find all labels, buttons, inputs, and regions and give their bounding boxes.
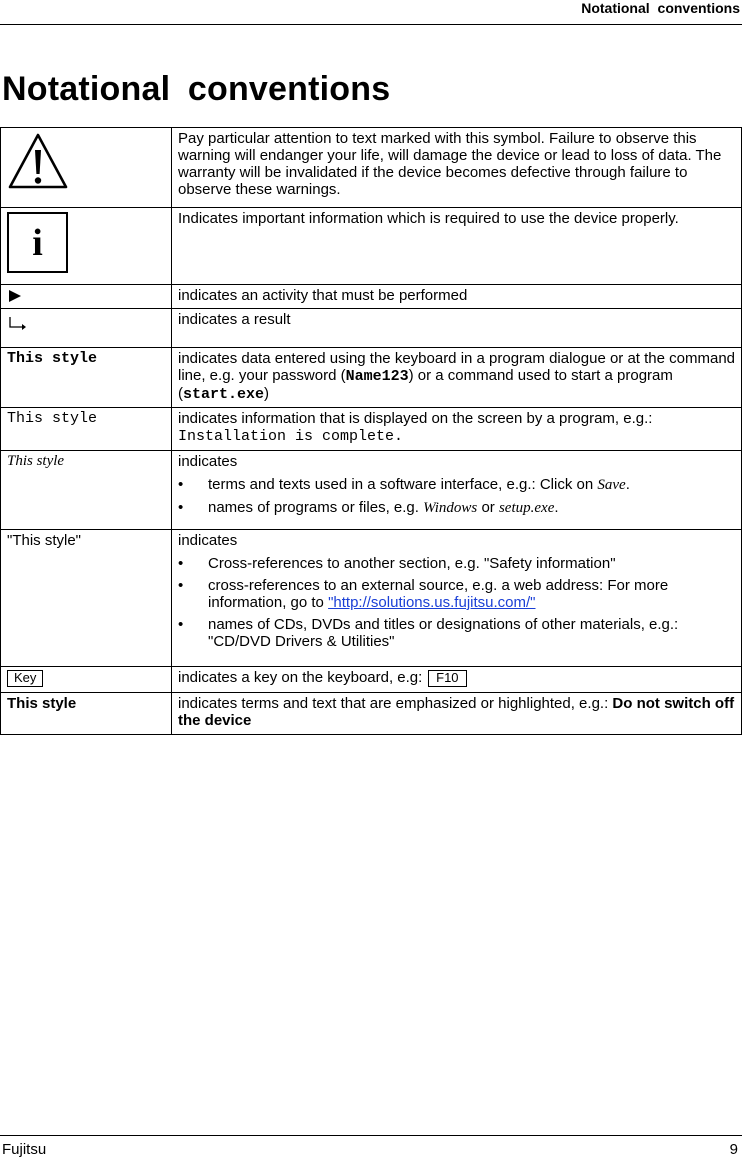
warning-triangle-icon — [7, 132, 69, 192]
software-terms-style-label: This style — [7, 453, 65, 469]
key-style-label: Key — [7, 670, 43, 687]
description-cell — [172, 128, 742, 208]
save-example: Save — [597, 477, 626, 493]
description-cell — [172, 408, 742, 451]
style-label-cell — [1, 451, 172, 530]
description-cell — [172, 348, 742, 408]
symbol-cell — [1, 128, 172, 208]
description-cell — [172, 451, 742, 530]
quoted-list — [178, 555, 739, 650]
footer-rule — [0, 1135, 742, 1136]
table-row — [1, 208, 742, 285]
page-number: 9 — [729, 1141, 738, 1158]
keyboard-entry-style-label: This style — [7, 350, 98, 367]
command-example: start.exe — [183, 386, 265, 403]
result-description: indicates a result — [178, 311, 291, 328]
list-item — [178, 499, 739, 517]
emphasis-example: Do not switch off the device — [178, 695, 735, 729]
symbol-cell — [1, 208, 172, 285]
conventions-table — [0, 127, 742, 735]
list-item-text: Cross-references to another section, e.g. "Safety information" — [208, 555, 616, 572]
screen-output-description — [178, 408, 739, 449]
screen-output-example: Installation is complete. — [178, 428, 404, 445]
style-label-cell — [1, 667, 172, 693]
table-row — [1, 693, 742, 735]
bullet: • — [178, 577, 184, 594]
fujitsu-solutions-link[interactable]: "http://solutions.us.fujitsu.com/" — [328, 594, 536, 611]
list-item — [178, 555, 739, 572]
table-row — [1, 285, 742, 309]
warning-description: Pay particular attention to text marked with this symbol. Failure to observe this warning will endanger your life, will damage the device or lead to loss of data. The warranty will be invalidated if the device becomes defective through failure to observe these warnings. — [178, 130, 722, 198]
setup-example: setup.exe — [498, 500, 555, 516]
screen-output-text: indicates information that is displayed on the screen by a program, e.g.: — [178, 410, 653, 427]
description-cell — [172, 285, 742, 309]
keyboard-entry-description — [178, 348, 739, 407]
description-cell — [172, 667, 742, 693]
bullet: • — [178, 616, 184, 633]
emphasis-text: indicates terms and text that are emphasized or highlighted, e.g.: — [178, 695, 613, 712]
description-cell — [172, 208, 742, 285]
table-row — [1, 451, 742, 530]
activity-description: indicates an activity that must be performed — [178, 287, 468, 304]
description-cell — [172, 309, 742, 348]
quoted-intro: indicates — [178, 532, 238, 549]
table-row — [1, 309, 742, 348]
key-text: indicates a key on the keyboard, e.g: — [178, 669, 423, 686]
result-arrow-icon — [8, 316, 28, 332]
list-item-end: . — [554, 499, 559, 516]
emphasis-description — [178, 693, 739, 733]
bullet: • — [178, 555, 184, 572]
keyboard-entry-text-2: ) or a command used to start a program ( — [178, 367, 673, 402]
list-item-text: names of CDs, DVDs and titles or designations of other materials, e.g.: "CD/DVD Drivers & Utilities" — [208, 616, 679, 650]
bullet: • — [178, 499, 184, 516]
list-item-text: terms and texts used in a software interface, e.g.: Click on — [208, 476, 598, 493]
table-row — [1, 348, 742, 408]
style-label-cell — [1, 408, 172, 451]
table-row — [1, 667, 742, 693]
quoted-style-label: "This style" — [7, 532, 81, 549]
password-example: Name123 — [345, 368, 409, 385]
software-terms-description — [178, 451, 739, 526]
page-title: Notational conventions — [2, 70, 391, 108]
list-item-or: or — [477, 499, 499, 516]
bullet: • — [178, 476, 184, 493]
f10-key-example: F10 — [428, 670, 467, 687]
keyboard-entry-text-1: indicates data entered using the keyboard in a program dialogue or at the command line, e.g. your password ( — [178, 350, 736, 384]
description-cell — [172, 693, 742, 735]
software-terms-list — [178, 476, 739, 517]
footer-brand: Fujitsu — [2, 1141, 47, 1158]
style-label-cell — [1, 530, 172, 667]
style-label-cell — [1, 693, 172, 735]
list-item-text: cross-references to an external source, e.g. a web address: For more information, go to — [208, 577, 669, 611]
screen-output-style-label: This style — [7, 410, 98, 427]
list-item-end: . — [625, 476, 630, 493]
symbol-cell — [1, 285, 172, 309]
key-description — [178, 667, 739, 691]
info-description: Indicates important information which is required to use the device properly. — [178, 210, 679, 227]
info-letter: i — [32, 221, 43, 264]
table-row — [1, 408, 742, 451]
running-header: Notational conventions — [581, 0, 740, 16]
emphasis-style-label: This style — [7, 695, 77, 712]
style-label-cell — [1, 348, 172, 408]
key-style-label-wrap — [1, 667, 171, 687]
software-terms-intro: indicates — [178, 453, 238, 470]
keyboard-entry-text-3: ) — [264, 385, 270, 402]
table-row — [1, 530, 742, 667]
list-item — [178, 476, 739, 494]
info-box-icon — [7, 212, 68, 273]
header-rule — [0, 24, 742, 25]
list-item — [178, 616, 739, 650]
play-triangle-icon — [8, 289, 22, 303]
quoted-description — [178, 530, 739, 659]
symbol-cell — [1, 309, 172, 348]
windows-example: Windows — [423, 500, 478, 516]
table-row — [1, 128, 742, 208]
list-item-text: names of programs or files, e.g. — [208, 499, 424, 516]
list-item — [178, 577, 739, 611]
description-cell — [172, 530, 742, 667]
